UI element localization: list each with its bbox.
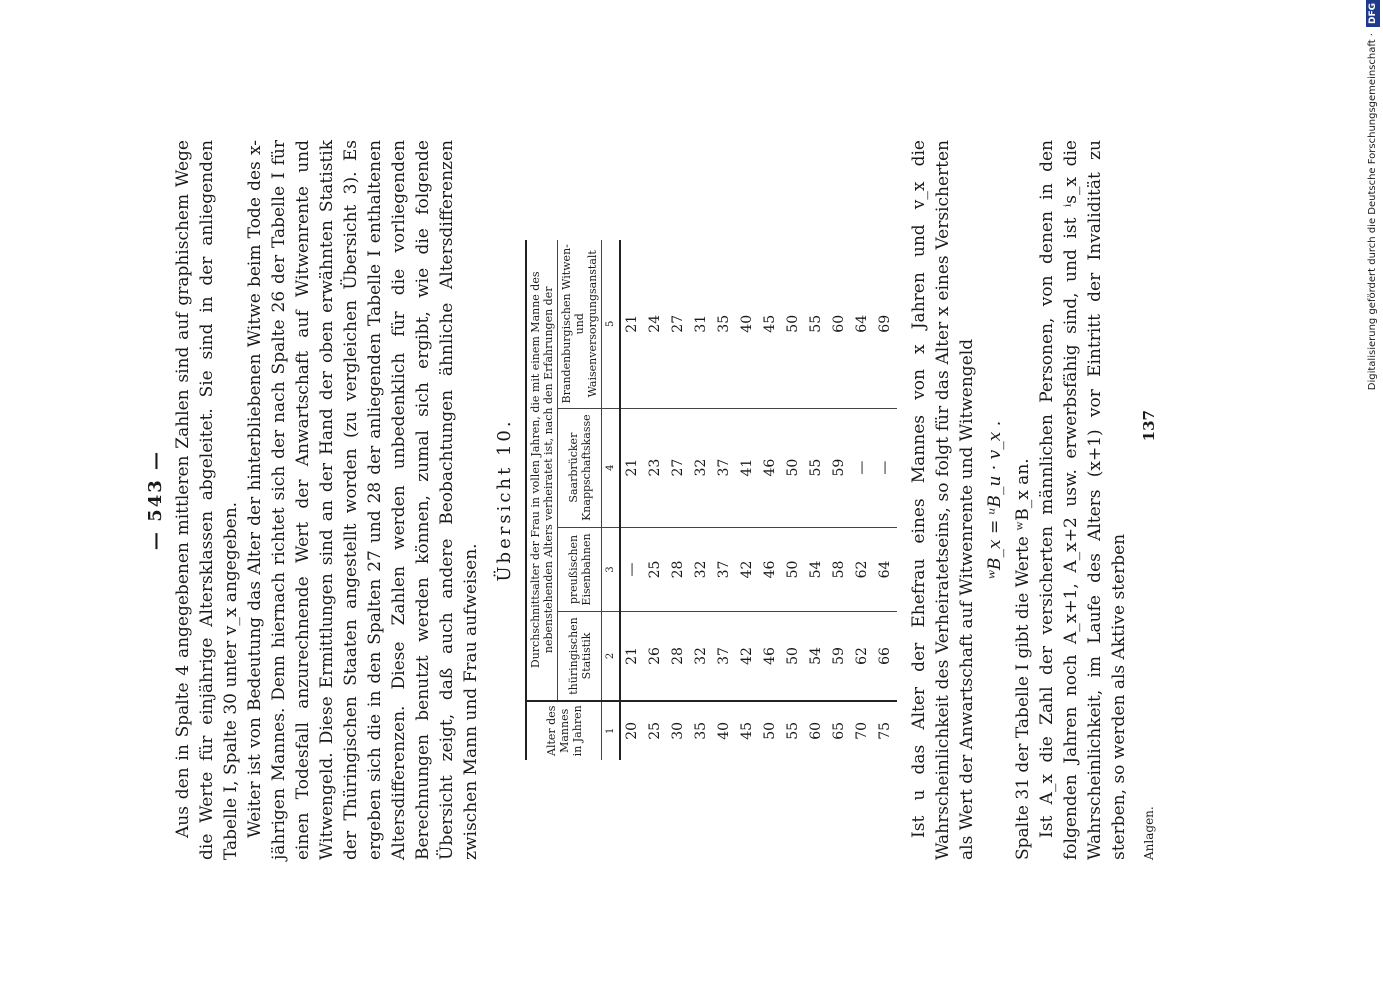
table-cell: 25 [644,701,667,760]
paragraph-5: Ist A_x die Zahl der versicherten männlichen Personen, von denen in den folgenden Jahren noch A_x+1, A_x+2 usw. erwerbsfähig sind, und ist ⁱs_x die Wahrscheinlichkeit, im Laufe des Alters (x+1) vor Eintritt der Invalidität zu sterben, so werden als Aktive sterben [1037,140,1129,860]
table-cell: 21 [620,612,644,701]
table-cell: 50 [782,527,805,612]
col-number: 2 [602,612,621,701]
table-cell: 27 [667,408,690,527]
table-cell: 32 [690,408,713,527]
table-cell: 55 [782,701,805,760]
col4-header: Saarbrücker Knappschaftskasse [558,408,602,527]
table-cell: 23 [644,408,667,527]
table-cell: 55 [808,314,824,333]
table-cell: 54 [805,527,828,612]
paragraph-1: Aus den in Spalte 4 angegebenen mittleren Zahlen sind auf graphischem Wege die Werte für einjährige Altersklassen abgeleitet. Sie sind in der anliegenden Tabelle I, Spalte 30 unter v_x angegeben. [173,140,241,860]
col-number: 3 [602,527,621,612]
paragraph-4: Spalte 31 der Tabelle I gibt die Werte ʷB_x an. [1013,458,1033,860]
footer-annex-label: Anlagen. [1142,806,1156,860]
table-row [644,240,667,760]
rotated-page [141,140,1231,860]
table-cell: 42 [736,612,759,701]
table-cell: 54 [805,612,828,701]
table-row [851,240,874,760]
table-row [713,240,736,760]
table-cell: 35 [690,701,713,760]
table-cell: 28 [667,612,690,701]
table-cell: 70 [851,701,874,760]
table-cell: 20 [620,701,644,760]
table-cell: — [851,408,874,527]
table-cell: 66 [874,612,897,701]
table-cell: 35 [716,314,732,333]
col2-header: thüringischen Statistik [558,612,602,701]
table-cell: 64 [874,527,897,612]
table-cell: 65 [828,701,851,760]
table-title: Übersicht 10. [494,418,515,582]
table-cell: 60 [805,701,828,760]
table-cell: 45 [736,701,759,760]
table-cell: 40 [713,701,736,760]
table-cell: 27 [670,314,686,333]
col-number: 5 [602,240,621,408]
table-cell: 60 [831,314,847,333]
table-cell: 59 [828,408,851,527]
table-row [805,240,828,760]
digitization-text: Digitalisierung gefördert durch die Deutsche Forschungsgemeinschaft · [1367,33,1378,391]
table-cell: 30 [667,701,690,760]
table-cell: 21 [624,314,640,333]
col3-header: preußischen Eisenbahnen [558,527,602,612]
paragraph-3: Ist u das Alter der Ehefrau eines Mannes von x Jahren und v_x die Wahrscheinlichkeit des Verheiratetseins, so folgt für das Alter x eines Versicherten als Wert der Anwartschaft auf Witwenrente und Witwengeld [909,140,977,860]
table-cell: 41 [736,408,759,527]
table-row [667,240,690,760]
dfg-logo: DFG [1366,0,1380,27]
table-cell: — [874,408,897,527]
table-cell: 42 [736,527,759,612]
table-row [736,240,759,760]
table-cell: 58 [828,527,851,612]
table-cell: 50 [782,612,805,701]
table-cell: 37 [713,527,736,612]
table-body [620,240,897,760]
footer [1137,140,1161,860]
table-cell: 50 [785,314,801,333]
table-cell: 59 [828,612,851,701]
col1-header: Alter des Mannes in Jahren [526,701,602,760]
table-cell: 55 [805,408,828,527]
paragraph-2: Weiter ist von Bedeutung das Alter der hinterbliebenen Witwe beim Tode des x-jährigen Mannes. Denn hiernach richtet sich der nach Spalte 26 der Tabelle I für einen Todesfall anzurechnende Wert der Anwartschaft auf Witwenrente und Witwengeld. Diese Ermittlungen sind an der Hand der oben erwähnten Statistik der Thüringischen Staaten angestellt worden (zu vergleichen Übersicht 3). Es ergeben sich die in den Spalten 27 und 28 der anliegenden Tabelle I enthaltenen Altersdifferenzen. Diese Zahlen werden unbedenklich für die vorliegenden Berechnungen benutzt werden können, zumal sich ergibt, wie die folgende Übersicht zeigt, daß auch andere Beobachtungen ähnliche Altersdifferenzen zwischen Mann und Frau aufweisen. [245,140,481,860]
table-cell: 37 [713,408,736,527]
table-cell: — [620,527,644,612]
table-row [759,240,782,760]
table-cell: 62 [851,527,874,612]
table-cell: 50 [782,408,805,527]
table-cell: 25 [644,527,667,612]
table-cell: 64 [854,314,870,333]
col-number: 4 [602,408,621,527]
table-cell: 46 [759,408,782,527]
footer-page-number: 137 [1140,410,1158,442]
table-cell: 24 [647,314,663,333]
formula: ʷB_x = ᵘB_u · v_x . [985,420,1005,580]
table-row [690,240,713,760]
table-cell: 28 [667,527,690,612]
col5-header: Brandenburgischen Witwen- und Waisenversorgungsanstalt [558,240,602,408]
group-header: Durchschnittsalter der Frau in vollen Jahren, die mit einem Manne des nebenstehenden Alters verheiratet ist, nach den Erfahrungen der [526,240,558,701]
table-cell: 45 [762,314,778,333]
table-cell: 37 [713,612,736,701]
table-cell: 62 [851,612,874,701]
table-cell: 40 [739,314,755,333]
table-cell: 21 [620,408,644,527]
table-cell: 32 [690,612,713,701]
page-number: — 543 — [145,449,166,551]
table-cell: 46 [759,612,782,701]
table-row [828,240,851,760]
overview-table [525,240,897,760]
col-number: 1 [602,701,621,760]
table-row [874,240,897,760]
table-cell: 26 [644,612,667,701]
table-cell: 32 [690,527,713,612]
table-cell: 50 [759,701,782,760]
table-row [620,240,644,760]
table-cell: 46 [759,527,782,612]
table-cell: 31 [693,314,709,333]
digitization-notice [1364,0,1382,990]
table-row [782,240,805,760]
table-cell: 69 [877,314,893,333]
table-cell: 75 [874,701,897,760]
